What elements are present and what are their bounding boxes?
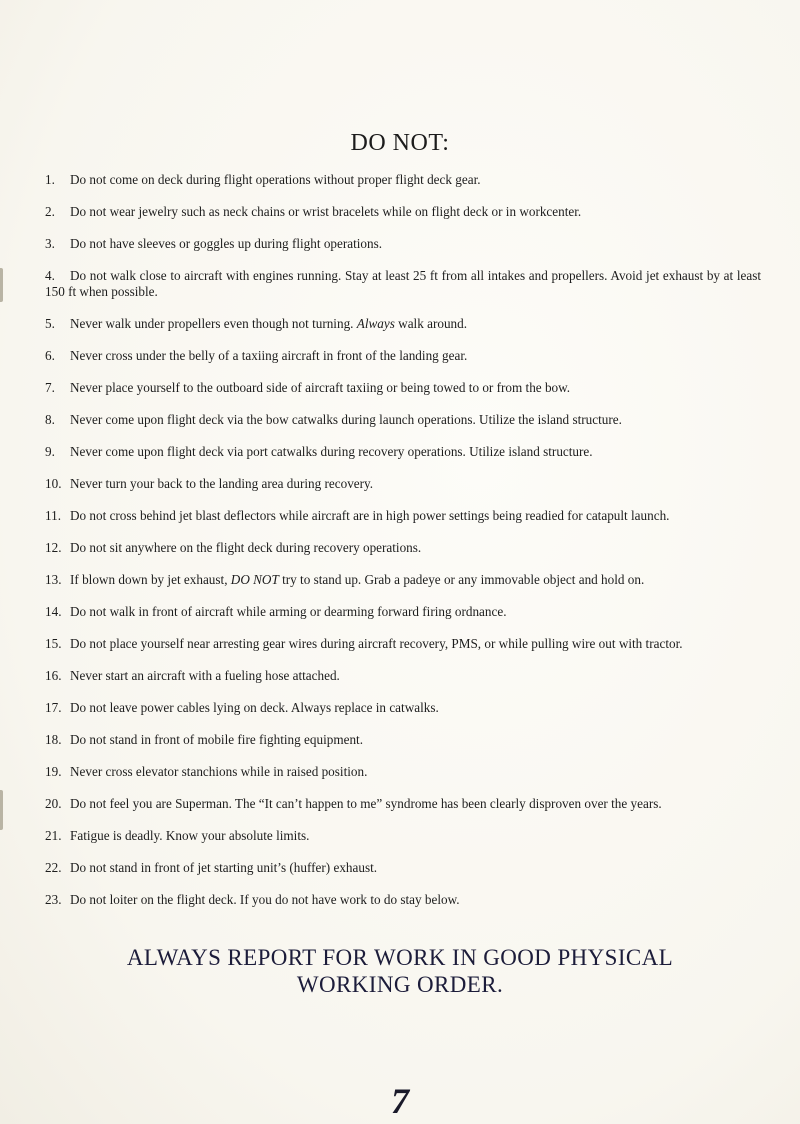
rule-text: Do not walk in front of aircraft while arming or dearming forward firing ordnance. [70,604,507,619]
rule-number: 16. [45,668,62,683]
rule-text: Never cross under the belly of a taxiing aircraft in front of the landing gear. [70,348,468,363]
rule-text: Do not place yourself near arresting gear wires during aircraft recovery, PMS, or while pulling wire out with tractor. [70,636,683,651]
rule-item [45,316,761,332]
rule-item [45,764,761,780]
rule-item [45,636,761,652]
rule-number: 10. [45,476,62,491]
rule-text: Never turn your back to the landing area during recovery. [70,476,374,491]
rule-text: walk around. [394,316,468,331]
rule-item [45,380,761,396]
rule-number: 14. [45,604,62,619]
page-title: DO NOT: [350,130,450,156]
rule-number: 6. [45,348,55,363]
rule-text: try to stand up. Grab a padeye or any immovable object and hold on. [278,572,645,587]
rules-list [45,172,761,924]
rule-item [45,732,761,748]
rule-number: 9. [45,444,55,459]
rule-text: Do not stand in front of mobile fire fighting equipment. [70,732,364,747]
rule-number: 15. [45,636,62,651]
rule-text: Do not loiter on the flight deck. If you do not have work to do stay below. [70,892,460,907]
rule-text: Do not walk close to aircraft with engines running. Stay at least 25 ft from all intakes and propellers. Avoid jet exhaust by at least 150 ft when possible. [45,268,761,299]
rule-item [45,204,761,220]
rule-number: 8. [45,412,55,427]
rule-item [45,476,761,492]
rule-number: 3. [45,236,55,251]
footer-line-2: WORKING ORDER. [296,972,504,997]
rule-item [45,796,761,812]
rule-number: 13. [45,572,62,587]
rule-item [45,892,761,908]
rule-number: 5. [45,316,55,331]
rule-text: Do not cross behind jet blast deflectors while aircraft are in high power settings being readied for catapult launch. [70,508,670,523]
rule-text: Fatigue is deadly. Know your absolute limits. [70,828,310,843]
rule-number: 17. [45,700,62,715]
rule-number: 4. [45,268,55,283]
rule-number: 12. [45,540,62,555]
rule-number: 2. [45,204,55,219]
rule-item [45,572,761,588]
rule-item [45,412,761,428]
rule-item [45,508,761,524]
rule-text: Never place yourself to the outboard side of aircraft taxiing or being towed to or from the bow. [70,380,571,395]
rule-item [45,444,761,460]
rule-emphasis: Always [356,316,395,331]
rule-item [45,268,761,300]
rule-text: Do not sit anywhere on the flight deck during recovery operations. [70,540,422,555]
rule-text: Never start an aircraft with a fueling hose attached. [70,668,340,683]
rule-text: Never come upon flight deck via the bow catwalks during launch operations. Utilize the island structure. [70,412,622,427]
rule-number: 23. [45,892,62,907]
rule-text: Do not come on deck during flight operations without proper flight deck gear. [70,172,481,187]
rule-number: 1. [45,172,55,187]
rule-number: 11. [45,508,61,523]
rule-number: 18. [45,732,62,747]
rule-number: 21. [45,828,62,843]
rule-item [45,668,761,684]
rule-number: 19. [45,764,62,779]
rule-number: 20. [45,796,62,811]
rule-item [45,604,761,620]
rule-item [45,172,761,188]
rule-item [45,540,761,556]
rule-text: Never come upon flight deck via port catwalks during recovery operations. Utilize island structure. [70,444,593,459]
rule-emphasis: DO NOT [230,572,279,587]
binding-mark [0,268,3,302]
rule-item [45,348,761,364]
rule-text: Do not have sleeves or goggles up during flight operations. [70,236,383,251]
rule-item [45,828,761,844]
page-number: 7 [391,1081,409,1121]
rule-text: Do not feel you are Superman. The “It can’t happen to me” syndrome has been clearly disproven over the years. [70,796,662,811]
rule-text: Never walk under propellers even though not turning. [70,316,357,331]
footer-line-1: ALWAYS REPORT FOR WORK IN GOOD PHYSICAL [126,945,674,970]
rule-text: Never cross elevator stanchions while in raised position. [70,764,368,779]
footer-heading [0,944,800,998]
rule-item [45,860,761,876]
rule-item [45,236,761,252]
rule-text: Do not stand in front of jet starting unit’s (huffer) exhaust. [70,860,378,875]
rule-text: If blown down by jet exhaust, [70,572,231,587]
rule-number: 22. [45,860,62,875]
binding-mark [0,790,3,830]
rule-item [45,700,761,716]
rule-number: 7. [45,380,55,395]
rule-text: Do not wear jewelry such as neck chains or wrist bracelets while on flight deck or in workcenter. [70,204,582,219]
rule-text: Do not leave power cables lying on deck. Always replace in catwalks. [70,700,439,715]
